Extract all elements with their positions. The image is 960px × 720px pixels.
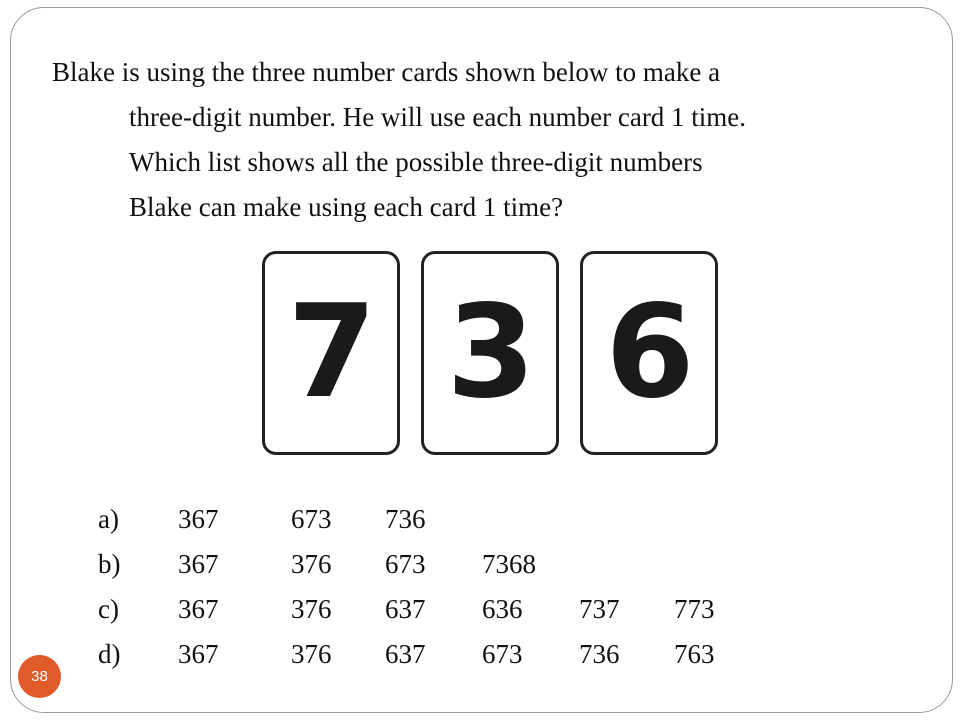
choice-letter: b) <box>98 549 121 579</box>
page-number-badge: 38 <box>18 655 61 698</box>
number-card-3 <box>580 251 718 455</box>
choice-number: 773 <box>674 594 715 624</box>
choice-number: 637 <box>385 639 426 669</box>
question-line-3: Which list shows all the possible three-digit numbers <box>129 147 703 177</box>
choice-number: 736 <box>579 639 620 669</box>
choice-number: 636 <box>482 594 523 624</box>
choice-number: 737 <box>579 594 620 624</box>
choice-number: 763 <box>674 639 715 669</box>
choice-number: 367 <box>178 504 219 534</box>
number-cards <box>262 251 722 457</box>
choice-number: 367 <box>178 549 219 579</box>
choice-number: 376 <box>291 549 332 579</box>
choice-letter: a) <box>98 504 119 534</box>
choice-number: 376 <box>291 639 332 669</box>
number-card-1 <box>262 251 400 455</box>
choice-letter: d) <box>98 639 121 669</box>
choice-number: 673 <box>291 504 332 534</box>
choice-number: 367 <box>178 594 219 624</box>
question-text <box>52 50 912 230</box>
card-digit-2: 3 <box>446 278 534 427</box>
question-line-4: Blake can make using each card 1 time? <box>129 192 564 222</box>
choice-number: 637 <box>385 594 426 624</box>
choice-number: 736 <box>385 504 426 534</box>
question-line-2: three-digit number. He will use each number card 1 time. <box>129 102 747 132</box>
choice-number: 673 <box>385 549 426 579</box>
choice-number: 376 <box>291 594 332 624</box>
choice-number: 7368 <box>482 549 536 579</box>
question-line-1: Blake is using the three number cards shown below to make a <box>52 57 721 87</box>
card-digit-3: 6 <box>605 278 693 427</box>
choice-letter: c) <box>98 594 119 624</box>
choice-number: 367 <box>178 639 219 669</box>
choice-number: 673 <box>482 639 523 669</box>
card-digit-1: 7 <box>287 278 375 427</box>
number-card-2 <box>421 251 559 455</box>
